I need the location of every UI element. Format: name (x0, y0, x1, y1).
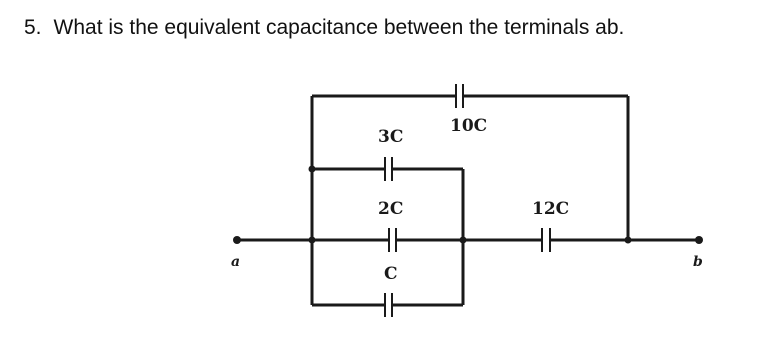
capacitor-12c (542, 228, 550, 252)
terminal-a-node (233, 236, 241, 244)
question-text: What is the equivalent capacitance between the terminals ab. (53, 16, 625, 39)
junction-node (460, 237, 467, 244)
question-number: 5. (24, 16, 42, 39)
label-terminal-b: b (693, 254, 703, 270)
capacitor-3c (385, 157, 392, 181)
junction-node (309, 166, 316, 173)
capacitor-c (385, 293, 392, 317)
label-c: C (384, 264, 398, 284)
label-12c: 12C (532, 199, 570, 219)
label-2c: 2C (378, 199, 404, 219)
capacitor-2c (389, 228, 396, 252)
junction-node (625, 237, 632, 244)
label-10c: 10C (450, 116, 488, 136)
junction-node (309, 237, 316, 244)
capacitor-10c (456, 84, 463, 108)
label-terminal-a: a (231, 254, 241, 270)
label-3c: 3C (378, 127, 404, 147)
terminal-b-node (695, 236, 703, 244)
